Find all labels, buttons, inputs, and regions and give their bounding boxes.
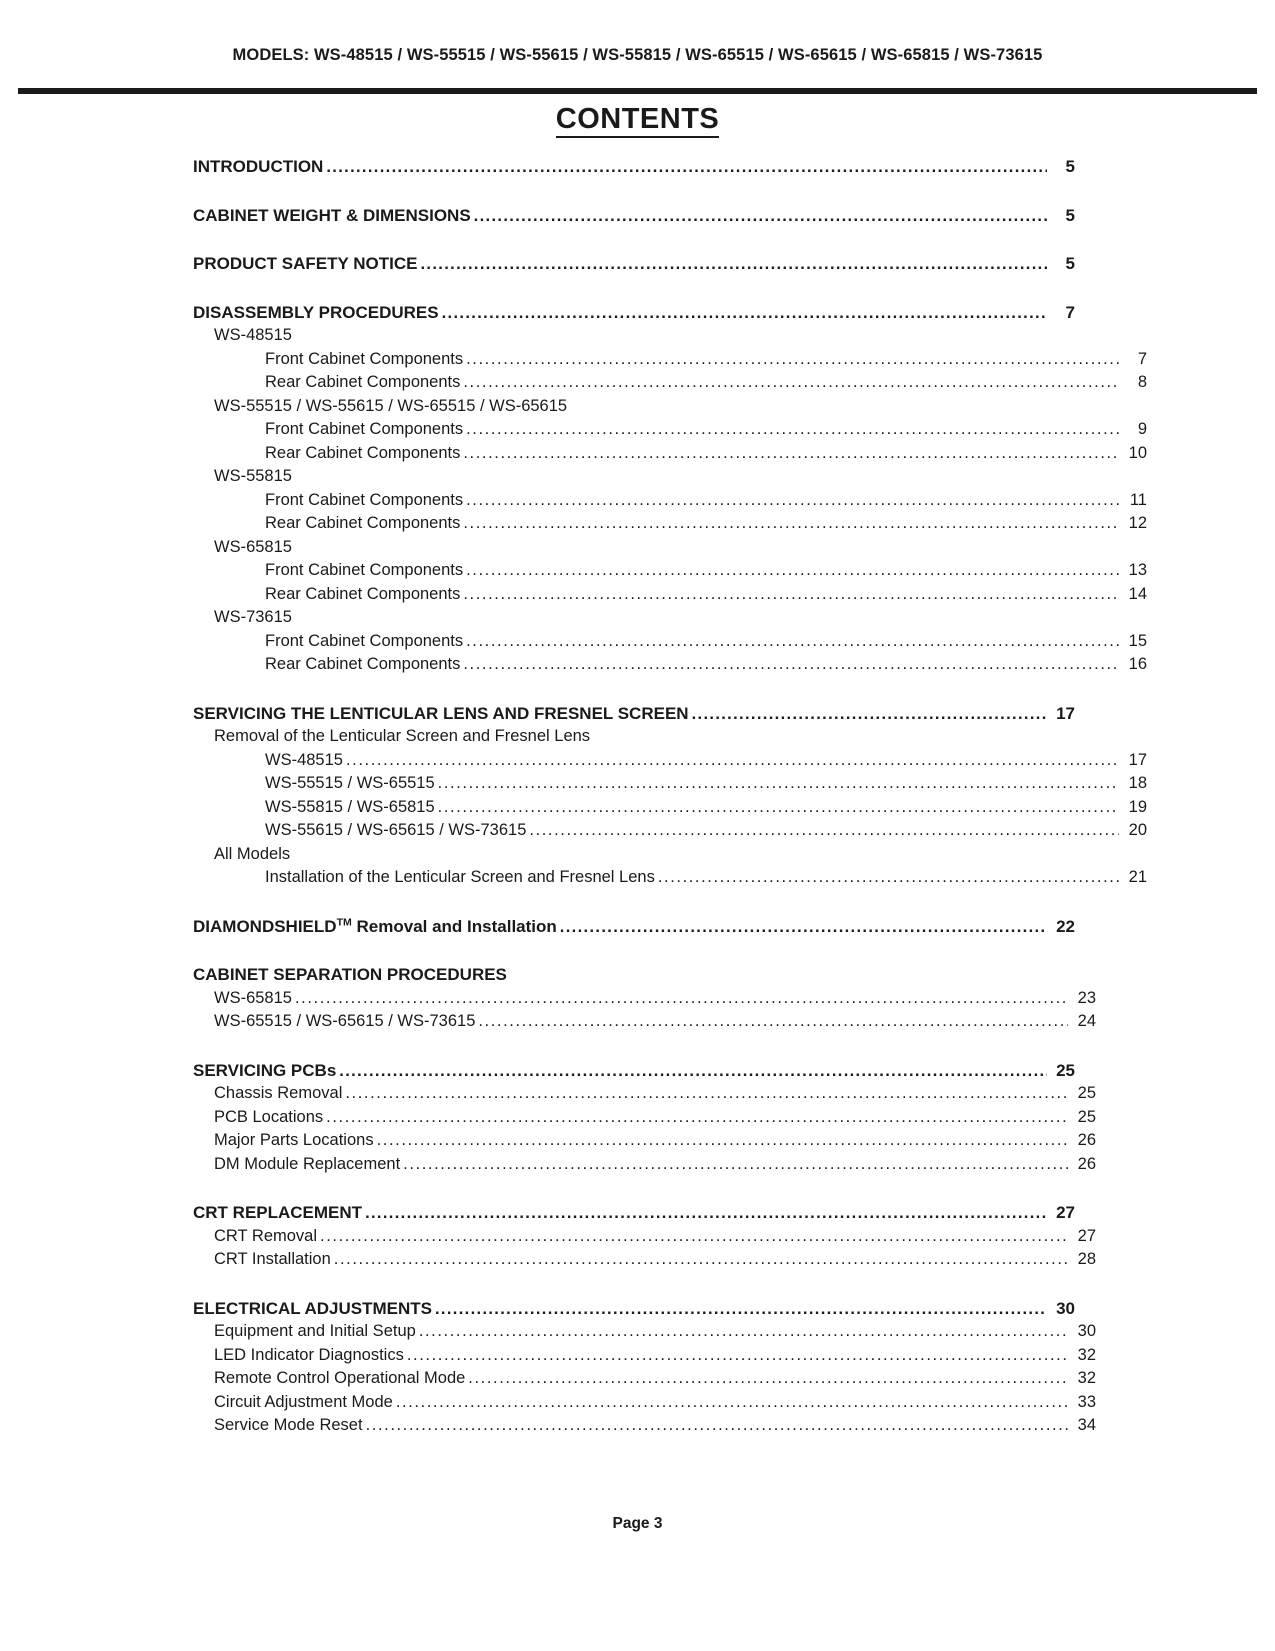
toc-entry-label: WS-55815 / WS-65815 — [265, 797, 435, 816]
toc-entry-label: Major Parts Locations — [214, 1131, 374, 1149]
toc-entry-page-number: 32 — [1077, 1369, 1096, 1387]
toc-entry-page-number: 17 — [1056, 703, 1075, 723]
toc-spacer — [193, 276, 1075, 301]
toc-dot-leader — [466, 421, 1119, 438]
toc-entry-label: Equipment and Initial Setup — [214, 1322, 416, 1340]
toc-entry-page-number: 5 — [1065, 157, 1075, 176]
toc-dot-leader — [692, 706, 1047, 723]
toc-entry-label: WS-73615 — [214, 608, 292, 626]
toc-dot-leader — [478, 1013, 1068, 1030]
toc-entry-label: ELECTRICAL ADJUSTMENTS — [193, 1298, 432, 1318]
toc-entry[interactable] — [214, 1320, 1096, 1344]
toc-entry-label: WS-55815 — [214, 467, 292, 485]
toc-entry[interactable] — [265, 796, 1147, 820]
toc-entry-label: Chassis Removal — [214, 1084, 343, 1102]
toc-entry-label: Front Cabinet Components — [265, 631, 464, 650]
toc-spacer — [193, 890, 1075, 915]
toc-dot-leader — [468, 1370, 1068, 1387]
models-header: MODELS: WS-48515 / WS-55515 / WS-55615 / WS-55815 / WS-65515 / WS-65615 / WS-65815 / WS-73615 — [232, 46, 1043, 64]
toc-entry[interactable] — [214, 1225, 1096, 1249]
toc-entry[interactable] — [214, 725, 1096, 749]
toc-spacer — [193, 1176, 1075, 1201]
toc-entry-page-number: 14 — [1128, 584, 1147, 603]
toc-entry-page-number: 30 — [1056, 1298, 1075, 1318]
toc-entry-label: DM Module Replacement — [214, 1154, 401, 1173]
toc-dot-leader — [466, 351, 1119, 368]
toc-entry-label: CRT REPLACEMENT — [193, 1203, 363, 1222]
toc-entry[interactable] — [214, 606, 1096, 630]
toc-entry-label: Remote Control Operational Mode — [214, 1369, 466, 1387]
toc-entry[interactable] — [193, 1059, 1075, 1083]
toc-entry-page-number: 25 — [1077, 1107, 1096, 1126]
toc-entry-page-number: 9 — [1137, 420, 1147, 438]
trademark-tail-text: Removal and Installation — [351, 916, 557, 936]
toc-dot-leader — [326, 159, 1047, 176]
toc-dot-leader — [463, 445, 1119, 462]
toc-entry[interactable] — [193, 204, 1075, 228]
toc-spacer — [193, 1272, 1075, 1297]
toc-entry[interactable] — [265, 772, 1147, 796]
page-title — [0, 103, 1275, 136]
toc-entry-page-number: 25 — [1056, 1060, 1075, 1080]
table-of-contents — [193, 155, 1147, 1438]
toc-dot-leader — [435, 1301, 1047, 1318]
toc-entry[interactable] — [214, 395, 1096, 419]
toc-entry-label: Removal of the Lenticular Screen and Fresnel Lens — [214, 727, 591, 745]
toc-entry-label: WS-65515 / WS-65615 / WS-73615 — [214, 1012, 476, 1030]
toc-entry-page-number: 21 — [1128, 868, 1147, 886]
toc-entry-page-number: 18 — [1128, 774, 1147, 792]
toc-entry[interactable] — [214, 1248, 1096, 1272]
toc-entry-label: PRODUCT SAFETY NOTICE — [193, 254, 418, 273]
toc-entry-page-number: 26 — [1077, 1154, 1096, 1173]
toc-entry-label: WS-65815 — [214, 988, 292, 1007]
toc-entry-page-number: 5 — [1065, 205, 1075, 225]
toc-dot-leader — [366, 1417, 1068, 1434]
toc-entry-page-number: 28 — [1077, 1250, 1096, 1268]
toc-spacer — [193, 227, 1075, 252]
toc-entry-page-number: 26 — [1077, 1131, 1096, 1149]
page-footer: Page 3 — [612, 1515, 663, 1532]
toc-entry-page-number: 24 — [1077, 1012, 1096, 1030]
toc-entry[interactable] — [214, 1414, 1096, 1438]
toc-entry-label: WS-65815 — [214, 537, 292, 556]
toc-entry-page-number: 15 — [1128, 631, 1147, 650]
toc-entry[interactable] — [214, 1391, 1096, 1415]
toc-entry-label: DISASSEMBLY PROCEDURES — [193, 302, 439, 322]
toc-entry-page-number: 8 — [1137, 373, 1147, 391]
toc-entry[interactable] — [265, 371, 1147, 395]
toc-dot-leader — [463, 656, 1119, 673]
toc-entry[interactable] — [265, 348, 1147, 372]
toc-entry-page-number: 19 — [1128, 797, 1147, 816]
toc-dot-leader — [438, 775, 1119, 792]
toc-entry[interactable] — [193, 1201, 1075, 1225]
toc-spacer — [193, 938, 1075, 963]
toc-entry[interactable] — [265, 819, 1147, 843]
toc-entry-label: WS-48515 — [214, 326, 292, 344]
toc-dot-leader — [560, 919, 1047, 936]
toc-dot-leader — [377, 1132, 1068, 1149]
toc-entry-label: Rear Cabinet Components — [265, 655, 461, 673]
toc-dot-leader — [346, 752, 1119, 769]
toc-dot-leader — [466, 633, 1119, 650]
toc-entry-label: SERVICING THE LENTICULAR LENS AND FRESNEL SCREEN — [193, 703, 689, 723]
toc-dot-leader — [407, 1347, 1068, 1364]
toc-entry-label: Rear Cabinet Components — [265, 443, 461, 462]
toc-entry[interactable] — [214, 1367, 1096, 1391]
trademark-icon: TM — [336, 915, 352, 928]
toc-entry-label: Front Cabinet Components — [265, 490, 464, 509]
toc-entry-page-number: 25 — [1077, 1084, 1096, 1102]
toc-entry[interactable] — [214, 1106, 1096, 1130]
toc-dot-leader — [438, 799, 1119, 816]
toc-entry-label — [193, 915, 557, 939]
toc-dot-leader — [339, 1063, 1047, 1080]
toc-entry[interactable] — [265, 630, 1147, 654]
toc-entry-label: WS-55515 / WS-55615 / WS-65515 / WS-65615 — [214, 396, 568, 415]
toc-entry-label: WS-55615 / WS-65615 / WS-73615 — [265, 821, 527, 839]
toc-dot-leader — [529, 822, 1119, 839]
toc-entry[interactable] — [193, 301, 1075, 325]
toc-entry[interactable] — [193, 252, 1075, 276]
toc-entry-label: Circuit Adjustment Mode — [214, 1392, 393, 1411]
toc-entry[interactable] — [214, 465, 1096, 489]
toc-entry-page-number: 12 — [1128, 514, 1147, 532]
toc-dot-leader — [463, 374, 1119, 391]
toc-entry-page-number: 30 — [1077, 1322, 1096, 1340]
toc-entry[interactable] — [265, 418, 1147, 442]
toc-entry[interactable] — [193, 963, 1075, 987]
toc-entry[interactable] — [214, 1010, 1096, 1034]
toc-entry[interactable] — [193, 702, 1075, 726]
toc-dot-leader — [326, 1109, 1068, 1126]
toc-spacer — [193, 179, 1075, 204]
toc-entry-label: Front Cabinet Components — [265, 561, 464, 579]
toc-entry-page-number: 27 — [1056, 1203, 1075, 1222]
toc-entry-label: CABINET SEPARATION PROCEDURES — [193, 965, 507, 984]
toc-entry-page-number: 20 — [1128, 821, 1147, 839]
toc-entry-label: INTRODUCTION — [193, 157, 324, 176]
toc-entry-label: CRT Installation — [214, 1250, 331, 1268]
toc-entry-page-number: 17 — [1128, 750, 1147, 769]
toc-dot-leader — [442, 305, 1047, 322]
toc-dot-leader — [403, 1156, 1068, 1173]
toc-dot-leader — [396, 1394, 1068, 1411]
toc-entry-page-number: 11 — [1129, 490, 1147, 509]
toc-dot-leader — [466, 562, 1119, 579]
toc-entry[interactable] — [214, 1344, 1096, 1368]
toc-entry[interactable] — [214, 324, 1096, 348]
toc-entry[interactable] — [193, 915, 1075, 939]
toc-dot-leader — [463, 586, 1119, 603]
toc-entry[interactable] — [214, 1129, 1096, 1153]
header-divider-rule — [18, 88, 1257, 94]
toc-dot-leader — [658, 869, 1119, 886]
toc-entry-label: WS-55515 / WS-65515 — [265, 774, 435, 792]
toc-entry-page-number: 34 — [1077, 1416, 1096, 1434]
toc-entry[interactable] — [214, 1153, 1096, 1177]
toc-entry[interactable] — [265, 866, 1147, 890]
toc-entry-label: WS-48515 — [265, 750, 343, 769]
toc-dot-leader — [295, 990, 1068, 1007]
toc-entry-page-number: 13 — [1128, 561, 1147, 579]
toc-entry[interactable] — [265, 583, 1147, 607]
toc-entry-label: LED Indicator Diagnostics — [214, 1345, 404, 1364]
toc-entry[interactable] — [265, 489, 1147, 513]
toc-entry[interactable] — [265, 512, 1147, 536]
toc-dot-leader — [334, 1251, 1068, 1268]
toc-entry-label: CABINET WEIGHT & DIMENSIONS — [193, 205, 471, 225]
toc-entry-label: Rear Cabinet Components — [265, 373, 461, 391]
toc-entry[interactable] — [265, 559, 1147, 583]
toc-entry-page-number: 10 — [1128, 443, 1147, 462]
toc-dot-leader — [320, 1228, 1068, 1245]
page-title-text: CONTENTS — [556, 103, 720, 138]
toc-entry-label: Service Mode Reset — [214, 1416, 363, 1434]
toc-entry-page-number: 7 — [1137, 349, 1147, 368]
toc-entry-label: SERVICING PCBs — [193, 1060, 337, 1080]
toc-entry[interactable] — [265, 442, 1147, 466]
toc-entry-label: Front Cabinet Components — [265, 349, 464, 368]
toc-entry[interactable] — [193, 1297, 1075, 1321]
toc-entry[interactable] — [214, 843, 1096, 867]
toc-entry-label: Installation of the Lenticular Screen and Fresnel Lens — [265, 868, 655, 886]
toc-dot-leader — [419, 1323, 1068, 1340]
toc-entry-page-number: 16 — [1128, 655, 1147, 673]
toc-entry-label: PCB Locations — [214, 1107, 324, 1126]
toc-entry[interactable] — [214, 536, 1096, 560]
toc-spacer — [193, 1034, 1075, 1059]
toc-entry-label: Rear Cabinet Components — [265, 584, 461, 603]
toc-dot-leader — [463, 515, 1119, 532]
toc-entry-page-number: 23 — [1077, 988, 1096, 1007]
toc-entry[interactable] — [265, 653, 1147, 677]
toc-entry[interactable] — [214, 1082, 1096, 1106]
toc-dot-leader — [420, 256, 1047, 273]
toc-entry[interactable] — [193, 155, 1075, 179]
toc-entry-page-number: 27 — [1077, 1226, 1096, 1245]
toc-entry-label: Front Cabinet Components — [265, 420, 464, 438]
toc-entry-label: Rear Cabinet Components — [265, 514, 461, 532]
toc-entry-page-number: 5 — [1065, 254, 1075, 273]
toc-entry[interactable] — [214, 987, 1096, 1011]
toc-entry-label: All Models — [214, 844, 291, 863]
toc-dot-leader — [466, 492, 1119, 509]
toc-entry-page-number: 22 — [1056, 916, 1075, 936]
toc-entry[interactable] — [265, 749, 1147, 773]
toc-spacer — [193, 677, 1075, 702]
toc-dot-leader — [345, 1085, 1068, 1102]
toc-dot-leader — [474, 208, 1047, 225]
toc-entry-label: CRT Removal — [214, 1226, 318, 1245]
toc-dot-leader — [365, 1205, 1047, 1222]
toc-entry-page-number: 7 — [1065, 302, 1075, 322]
trademark-base-text: DIAMONDSHIELD — [193, 916, 337, 936]
toc-entry-page-number: 32 — [1077, 1345, 1096, 1364]
toc-entry-page-number: 33 — [1077, 1392, 1096, 1411]
